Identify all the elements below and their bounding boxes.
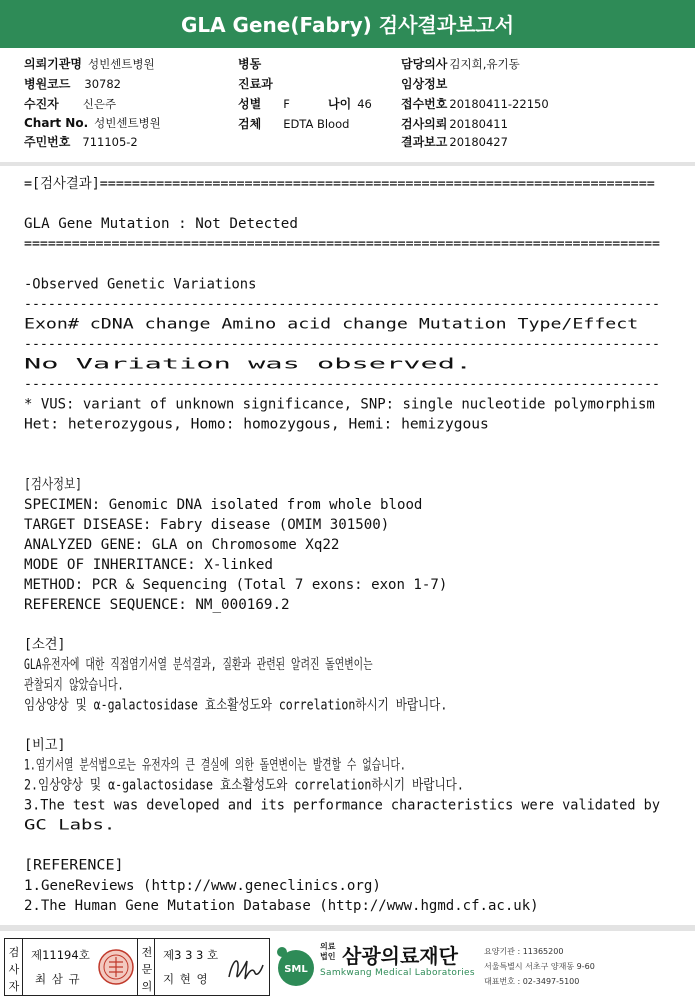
report-line: ================================================================================ [24,236,660,253]
report-line: 2.The Human Gene Mutation Database (http://www.hgmd.cf.ac.uk) [24,897,539,914]
specialist-license-no: 제3 3 3 호 [163,948,219,962]
report-line: -------------------------------------------------------------------------------- [24,336,660,353]
report-line: =[검사결과]===================================================================== [24,176,685,192]
org-phone: 대표번호 : 02-3497-5100 [484,977,580,986]
report-line: GC Labs. [24,817,116,834]
info-row-institution: 의뢰기관명 성빈센트병원 [24,57,155,71]
report-line: TARGET DISEASE: Fabry disease (OMIM 301500) [24,516,390,533]
report-text [0,172,695,932]
examiner-label [5,939,23,995]
report-line: 2.임상양상 및 α-galactosidase 효소활성도와 correlation하시기 바랍니다. [24,777,555,794]
sml-logo-icon [272,942,316,990]
report-line: -------------------------------------------------------------------------------- [24,296,660,313]
info-row-specimen: 검체 EDTA Blood [238,117,350,131]
report-line: 임상양상 및 α-galactosidase 효소활성도와 correlation하시기 바랍니다. [24,697,538,714]
info-row-hospital-code: 병원코드 30782 [24,77,121,91]
report-line: ANALYZED GENE: GLA on Chromosome Xq22 [24,536,340,553]
report-line: * VUS: variant of unknown significance, SNP: single nucleotide polymorphism [24,396,655,413]
info-row-patient: 수진자 신은주 [24,97,117,111]
info-row-reception-no: 접수번호 20180411-22150 [401,97,549,111]
report-line: Exon# cDNA change Amino acid change Mutation Type/Effect [24,316,639,333]
svg-text:전문의: 전 문 의 [141,946,153,993]
report-line: GLA유전자에 대한 직접염기서열 분석결과, 질환과 관련된 알려진 돌연변이는 [24,657,523,674]
report-line: SPECIMEN: Genomic DNA isolated from whole blood [24,496,423,513]
examiner-name: 최 삼 규 [35,972,81,986]
divider [0,925,695,931]
report-line: [REFERENCE] [24,857,124,874]
report-title: GLA Gene(Fabry) 검사결과보고서 [0,0,695,48]
patient-info-section [0,51,695,161]
info-row-clinical: 임상정보 [401,77,448,91]
specialist-signature-icon [223,947,267,987]
report-line: [소견] [24,637,68,654]
report-line: [검사정보] [24,476,95,493]
svg-text:검사자: 검 사 자 [8,946,20,993]
report-line: 1.염기서열 분석법으로는 유전자의 큰 결실에 의한 돌연변이는 발견할 수 없습니다. [24,757,572,774]
report-line: [비고] [24,737,68,754]
report-line: REFERENCE SEQUENCE: NM_000169.2 [24,597,290,614]
organization-contact [484,944,595,989]
report-line: 3.The test was developed and its performance characteristics were validated by [24,797,660,814]
report-line: -Observed Genetic Variations [24,276,257,293]
specialist-name: 지 현 영 [163,972,209,986]
info-row-doctor: 담당의사 김지희,유기동 [401,57,520,71]
report-line: GLA Gene Mutation : Not Detected [24,216,298,233]
info-row-chart-no: Chart No. 성빈센트병원 [24,116,161,130]
org-code: 요양기관 : 11365200 [484,947,564,956]
signature-box [4,938,270,996]
info-row-ward: 병동 [238,57,262,71]
examiner-seal-icon [97,947,135,987]
info-row-age: 나이 46 [328,97,372,111]
info-row-dept: 진료과 [238,77,273,91]
logo-text: SML [284,964,308,975]
divider [0,162,695,166]
info-row-report-date: 결과보고 20180427 [401,135,508,149]
report-line: -------------------------------------------------------------------------------- [24,376,660,393]
examiner-license-no: 제11194호 [31,948,90,962]
report-line: 1.GeneReviews (http://www.geneclinics.org) [24,877,381,894]
org-address: 서울특별시 서초구 양재동 9-60 [484,962,595,971]
report-line: 관찰되지 않았습니다. [24,677,163,694]
info-row-request-date: 검사의뢰 20180411 [401,117,508,131]
info-row-resident-no: 주민번호 711105-2 [24,135,138,149]
report-line: Het: heterozygous, Homo: homozygous, Hemi: hemizygous [24,416,489,433]
specialist-label [137,939,155,995]
report-line: METHOD: PCR & Sequencing (Total 7 exons: exon 1-7) [24,577,448,593]
report-line: MODE OF INHERITANCE: X-linked [24,556,273,573]
report-line: No Variation was observed. [24,356,473,373]
info-row-sex: 성별 F [238,97,290,111]
